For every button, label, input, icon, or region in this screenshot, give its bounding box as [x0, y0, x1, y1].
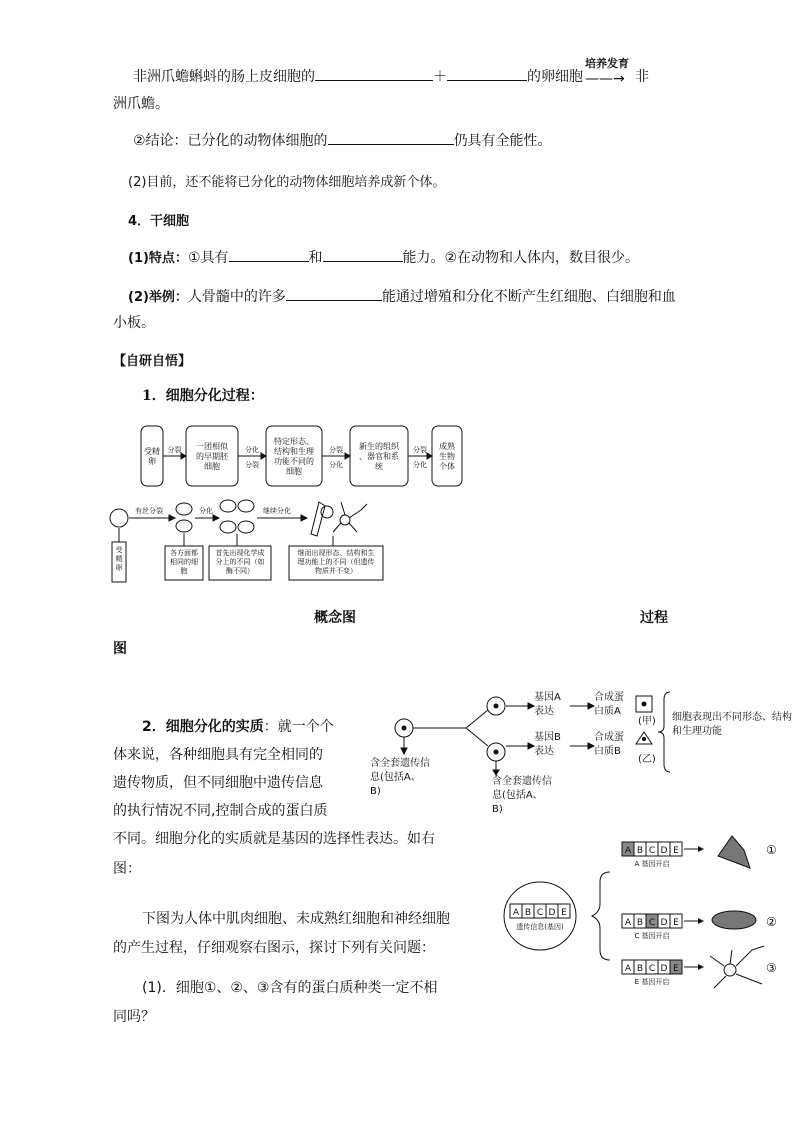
- concept-box-text: 、器官和系: [359, 452, 399, 461]
- gene-letter: D: [660, 846, 668, 856]
- arrow-label: 分裂: [413, 446, 427, 454]
- text-segment: (1)特点：: [128, 251, 188, 266]
- self-study-tag: 【自研自悟】: [113, 354, 192, 369]
- answer-blank[interactable]: [315, 66, 433, 81]
- blood-cell: [321, 506, 333, 518]
- text-segment: 的卵细胞: [527, 69, 583, 85]
- gene-diagram-text: B): [492, 804, 503, 815]
- gene-diagram-text: 和生理功能: [672, 726, 722, 737]
- gene-diagram-text: 白质A: [594, 706, 621, 717]
- concept-box-text: 卵: [148, 457, 156, 466]
- question-1: (1)．细胞①、②、③含有的蛋白质种类一定不相: [142, 980, 438, 996]
- gene-letter: E: [673, 846, 679, 856]
- gene-diagram-text: (甲): [638, 716, 656, 727]
- gene-letter: C: [536, 908, 544, 918]
- gene-diagram-text: B): [370, 786, 381, 797]
- plus-sign: ＋: [433, 69, 447, 85]
- gene-letter: D: [660, 918, 668, 928]
- question-1-tail: 同吗？: [113, 1009, 155, 1025]
- concept-box-text: 特定形态、: [274, 437, 314, 446]
- conclusion-line: [133, 130, 552, 150]
- intro-line: 的产生过程，仔细观察右图示，探讨下列有关问题：: [113, 940, 435, 956]
- row-number: ②: [766, 915, 777, 929]
- process-label: 分上的不同（如: [215, 558, 265, 566]
- arrow-label: 有丝分裂: [135, 507, 163, 515]
- concept-box-text: 细胞: [286, 467, 302, 476]
- row-label: C 基因开启: [634, 932, 670, 940]
- neuron-cell: [710, 946, 764, 988]
- gene-diagram-text: 息(包括A、: [370, 772, 421, 783]
- process-label: 继而出现形态、结构和生: [297, 549, 375, 557]
- cell: [176, 520, 192, 532]
- cell: [238, 521, 254, 533]
- process-label: 胞: [180, 567, 188, 575]
- process-caption: 过程: [640, 610, 668, 626]
- gene-letter: C: [648, 846, 656, 856]
- text-segment: 仍具有全能性。: [453, 133, 552, 149]
- gene-diagram-text: 表达: [534, 746, 554, 757]
- essence-heading: 2．细胞分化的实质: [142, 719, 264, 735]
- concept-box-text: 受精: [144, 447, 160, 456]
- neuron-cell: [333, 502, 367, 532]
- process-label: 精: [115, 555, 123, 563]
- text-line: 体来说，各种细胞具有完全相同的: [113, 747, 323, 763]
- concept-box-text: 生物: [439, 452, 455, 461]
- cultivate-arrow: 培养发育 ——→: [585, 57, 629, 87]
- gene-letter: E: [561, 908, 567, 918]
- concept-box-text: 一团相似: [196, 442, 228, 451]
- text-line: 洲爪蟾。: [113, 96, 169, 112]
- answer-blank[interactable]: [229, 247, 309, 262]
- concept-box: [141, 426, 163, 486]
- arrow-label: 分裂: [245, 461, 259, 469]
- text-segment: ：就一个个: [263, 719, 334, 735]
- gene-diagram-text: 基因A: [534, 692, 561, 703]
- gene-letter: A: [624, 964, 632, 974]
- answer-blank[interactable]: [328, 130, 454, 145]
- text-line: 小板。: [113, 315, 155, 331]
- item1-heading: 1．细胞分化过程：: [142, 388, 264, 404]
- gene-diagram-text: 白质B: [594, 746, 621, 757]
- arrow-label: 培养发育: [585, 57, 629, 70]
- answer-blank[interactable]: [286, 286, 382, 301]
- gene-letter: E: [673, 964, 679, 974]
- answer-blank[interactable]: [447, 66, 527, 81]
- arrow-label: 分裂: [329, 446, 343, 454]
- red-blood-cell: [712, 911, 756, 929]
- concept-box-text: 个体: [439, 462, 455, 471]
- text-segment: ①具有: [187, 250, 229, 266]
- cell: [176, 503, 192, 515]
- muscle-cell: [718, 836, 750, 868]
- concept-box-text: 新生的组织: [359, 442, 399, 451]
- process-label: 首先出现化学成: [215, 549, 265, 557]
- example-line: [128, 286, 676, 306]
- center-label: 遗传信息(基因): [516, 923, 564, 931]
- gene-letter: A: [512, 908, 520, 918]
- gene-diagram-text: 细胞表现出不同形态、结构: [672, 712, 792, 723]
- gene-diagram-text: 基因B: [534, 732, 561, 743]
- arrow-label: 分化: [245, 446, 259, 454]
- gene-letter: B: [636, 918, 644, 928]
- concept-box: [266, 426, 322, 486]
- selective-expression-diagram: [500, 832, 790, 992]
- gene-diagram-text: 合成蛋: [594, 692, 624, 703]
- concept-box-text: 的早期胚: [196, 452, 228, 461]
- gene-letter: B: [636, 846, 644, 856]
- concept-caption: 概念图: [314, 610, 356, 626]
- text-line: 遗传物质，但不同细胞中遗传信息: [113, 775, 323, 791]
- gene-diagram-text: 合成蛋: [594, 732, 624, 743]
- text-segment: 能通过增殖和分化不断产生红细胞、白细胞和血: [381, 289, 676, 305]
- current-line: (2)目前，还不能将已分化的动物体细胞培养成新个体。: [128, 175, 446, 190]
- process-caption-tail: 图: [113, 641, 127, 657]
- gene-diagram-text: (乙): [638, 754, 656, 765]
- text-line: 的执行情况不同,控制合成的蛋白质: [113, 803, 328, 819]
- text-segment: (2)举例：: [128, 290, 188, 305]
- arrow-label: 分化: [199, 507, 213, 515]
- brace: [592, 872, 610, 960]
- process-label: 卵: [115, 564, 123, 572]
- gene-letter: C: [648, 964, 656, 974]
- row-label: A 基因开启: [634, 860, 670, 868]
- gene-diagram-text: 含全套遗传信: [370, 758, 430, 769]
- intro-line: 下图为人体中肌肉细胞、未成熟红细胞和神经细胞: [142, 911, 450, 927]
- text-segment: 能力。②在动物和人体内，数目很少。: [402, 250, 640, 266]
- arrow-label: 继续分化: [263, 507, 291, 515]
- zygote-cell: [110, 509, 128, 527]
- gene-letter: C: [648, 918, 656, 928]
- answer-blank[interactable]: [323, 247, 403, 262]
- gene-expression-diagram: [366, 686, 792, 816]
- concept-box-text: 统: [375, 462, 383, 471]
- concept-box-text: 结构和生理: [274, 447, 314, 456]
- text-segment: 和: [308, 250, 323, 266]
- row-label: E 基因开启: [634, 978, 670, 986]
- text-line: 不同。细胞分化的实质就是基因的选择性表达。如右: [113, 831, 435, 847]
- text-segment: 人骨髓中的许多: [187, 289, 286, 305]
- gene-diagram-text: 息(包括A、: [492, 790, 543, 801]
- text-segment: ②结论：已分化的动物体细胞的: [133, 133, 328, 149]
- process-label: 相同的细: [170, 558, 198, 566]
- gene-letter: E: [673, 918, 679, 928]
- concept-diagram: [140, 422, 470, 492]
- concept-box-text: 细胞: [204, 462, 220, 471]
- row-number: ③: [766, 961, 777, 975]
- essence-line: [142, 716, 334, 736]
- cell: [238, 500, 254, 512]
- gene-letter: D: [548, 908, 556, 918]
- gene-letter: D: [660, 964, 668, 974]
- gene-letter: A: [624, 846, 632, 856]
- text-segment: 非: [635, 69, 649, 85]
- process-label: 受: [115, 546, 123, 554]
- process-diagram: [105, 496, 405, 586]
- concept-box-text: 功能不同的: [274, 457, 314, 466]
- row-number: ①: [766, 843, 777, 857]
- arrow-label: 分化: [413, 461, 427, 469]
- gene-diagram-text: 表达: [534, 706, 554, 717]
- brace: [658, 692, 670, 772]
- process-label: 酶不同）: [226, 567, 254, 575]
- text-segment: 非洲爪蟾蝌蚪的肠上皮细胞的: [133, 69, 315, 85]
- concept-box-text: 成熟: [439, 442, 455, 451]
- gene-letter: B: [524, 908, 532, 918]
- process-label: 各方面都: [170, 549, 198, 557]
- arrow-label: 分裂: [167, 446, 182, 454]
- cell: [220, 521, 236, 533]
- gene-diagram-text: 含全套遗传信: [492, 776, 552, 787]
- process-label: 理功能上的不同（但遗传: [297, 558, 375, 566]
- process-label: 物质并不变）: [315, 567, 357, 575]
- cell: [220, 500, 236, 512]
- para-xenopus: [133, 57, 649, 87]
- text-line: 图：: [113, 861, 141, 877]
- stem-cell-heading: 4．干细胞: [128, 214, 190, 229]
- feature-line: [128, 247, 639, 267]
- arrow-label: 分化: [329, 461, 343, 469]
- gene-letter: A: [624, 918, 632, 928]
- gene-letter: B: [636, 964, 644, 974]
